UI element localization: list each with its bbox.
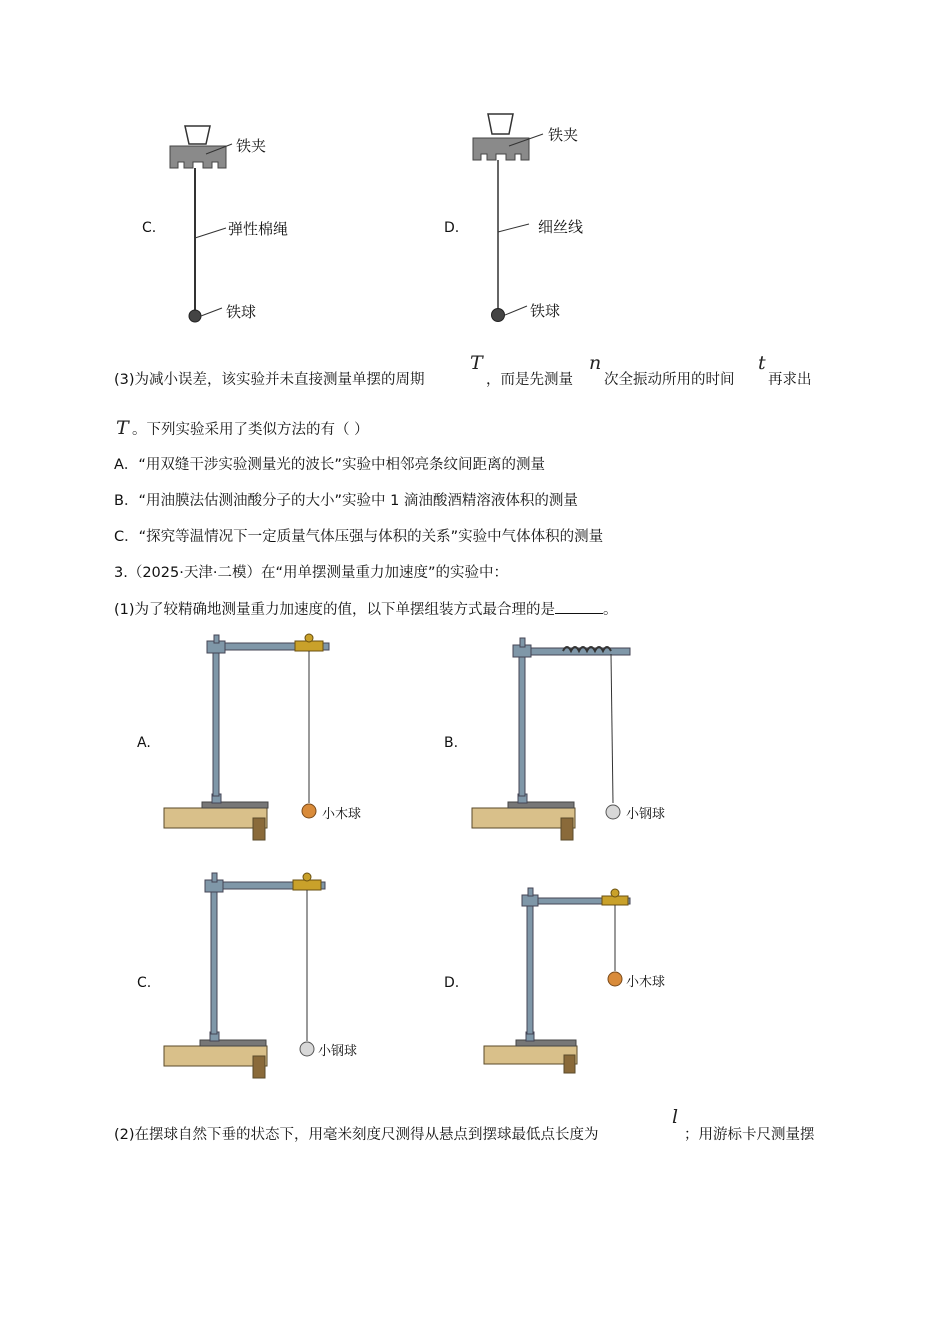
q3-option-a: A．“用双缝干涉实验测量光的波长”实验中相邻亮条纹间距离的测量 [114,457,545,473]
wooden-ball-d [608,972,622,986]
var-n: n [589,352,602,374]
stand-diagram-b [468,630,648,845]
var-T: T [470,352,483,374]
ball-label-d-2: 小木球 [626,975,666,990]
rope-label-c: 弹性棉绳 [228,220,289,238]
q3-text-4: 再求出 [768,372,812,388]
clamp-label-c: 铁夹 [236,137,267,155]
ball-label-b: 小钢球 [626,807,666,822]
answer-blank [555,598,603,614]
var-T-2: T [116,417,129,439]
ball-label-a: 小木球 [322,807,362,822]
problem-3-header: 3.（2025·天津·二模）在“用单摆测量重力加速度”的实验中： [114,565,508,581]
ball-label-c-2: 小钢球 [318,1044,358,1059]
q3-option-b: B．“用油膜法估测油酸分子的大小”实验中 1 滴油酸酒精溶液体积的测量 [114,493,578,509]
clamp-label-d: 铁夹 [548,126,579,144]
q3-line2: 。下列实验采用了类似方法的有（ ） [132,422,369,438]
option-label-c-2: C. [137,975,152,991]
option-label-c: C. [142,220,157,236]
q3-option-c: C．“探究等温情况下一定质量气体压强与体积的关系”实验中气体体积的测量 [114,529,604,545]
clamp-top [185,126,210,144]
rope-label-d: 细丝线 [538,218,584,236]
wooden-ball [302,804,316,818]
iron-ball [189,310,201,322]
sub2-suffix: ；用游标卡尺测量摆 [684,1127,815,1143]
var-t: t [758,352,766,374]
steel-ball-c [300,1042,314,1056]
q3-text-2: ，而是先测量 [486,372,573,388]
problem-3-sub1 [114,598,618,620]
option-label-a: A. [137,735,151,751]
option-label-d: D. [444,220,460,236]
ball-label-d: 铁球 [530,302,561,320]
q3-text-1: (3)为减小误差，该实验并未直接测量单摆的周期 [114,372,425,388]
steel-ball [606,805,620,819]
q3-text-3: 次全振动所用的时间 [604,372,735,388]
ball-label-c: 铁球 [226,303,257,321]
stand-diagram-a [160,630,340,845]
sub1-suffix: 。 [603,602,618,618]
stand-diagram-c [160,868,340,1083]
option-label-b: B. [444,735,459,751]
option-label-d-2: D. [444,975,460,991]
var-l: l [672,1106,679,1128]
sub1-text: (1)为了较精确地测量重力加速度的值，以下单摆组装方式最合理的是 [114,602,556,618]
sub2-text: (2)在摆球自然下垂的状态下，用毫米刻度尺测得从悬点到摆球最低点长度为 [114,1127,599,1143]
